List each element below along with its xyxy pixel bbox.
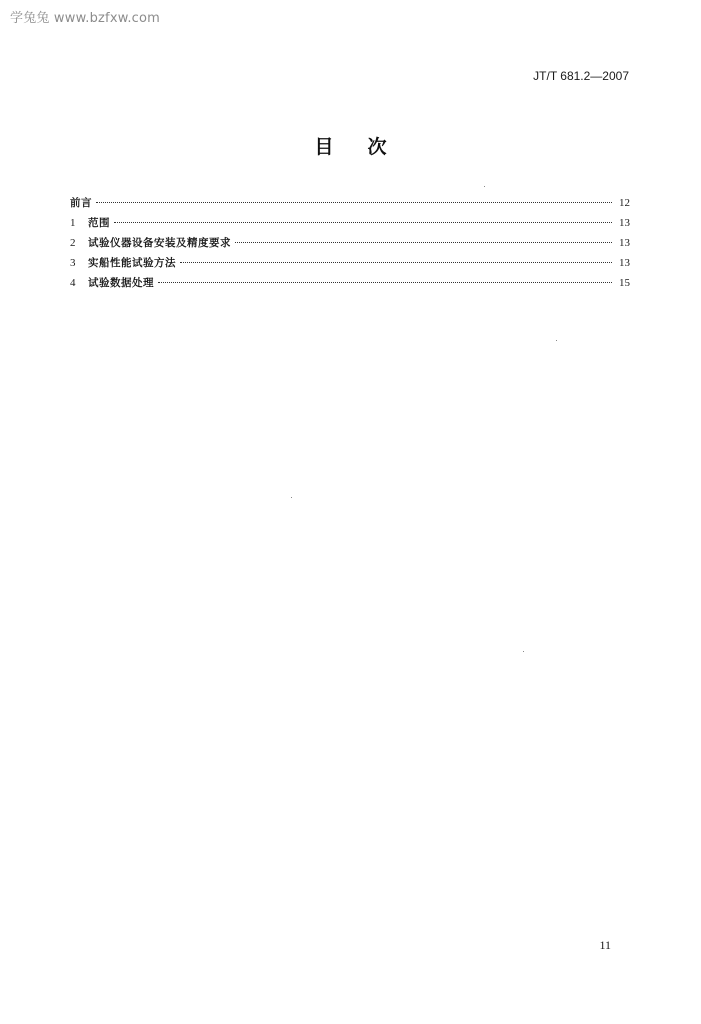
toc-entry-page: 13 bbox=[619, 217, 630, 229]
toc-dot-leader bbox=[158, 282, 612, 283]
scan-speck bbox=[556, 340, 557, 341]
toc-entry-label: 试验仪器设备安装及精度要求 bbox=[88, 237, 231, 249]
toc-dot-leader bbox=[114, 222, 612, 223]
toc-entry-label: 试验数据处理 bbox=[88, 277, 154, 289]
toc-entry-page: 13 bbox=[619, 237, 630, 249]
scan-speck bbox=[523, 651, 524, 652]
toc-entry-test-method[interactable] bbox=[70, 253, 630, 273]
toc-entry-number: 2 bbox=[70, 237, 76, 249]
toc-entry-label: 前言 bbox=[70, 197, 92, 209]
standard-code: JT/T 681.2—2007 bbox=[533, 69, 629, 83]
toc-entry-scope[interactable] bbox=[70, 213, 630, 233]
toc-entry-foreword[interactable] bbox=[70, 193, 630, 213]
scan-speck bbox=[484, 186, 485, 187]
toc-entry-label: 范围 bbox=[88, 217, 110, 229]
table-of-contents bbox=[70, 193, 630, 293]
toc-entry-page: 12 bbox=[619, 197, 630, 209]
toc-entry-page: 15 bbox=[619, 277, 630, 289]
toc-entry-number: 4 bbox=[70, 277, 76, 289]
toc-dot-leader bbox=[235, 242, 612, 243]
toc-entry-number: 3 bbox=[70, 257, 76, 269]
toc-entry-data-processing[interactable] bbox=[70, 273, 630, 293]
toc-dot-leader bbox=[180, 262, 612, 263]
toc-entry-number: 1 bbox=[70, 217, 76, 229]
toc-title: 目次 bbox=[314, 136, 421, 158]
toc-dot-leader bbox=[96, 202, 612, 203]
toc-entry-instrument-installation[interactable] bbox=[70, 233, 630, 253]
toc-entry-label: 实船性能试验方法 bbox=[88, 257, 176, 269]
page-number: 11 bbox=[599, 938, 611, 952]
scan-speck bbox=[291, 497, 292, 498]
watermark-text: 学兔兔 www.bzfxw.com bbox=[10, 11, 161, 26]
toc-entry-page: 13 bbox=[619, 257, 630, 269]
